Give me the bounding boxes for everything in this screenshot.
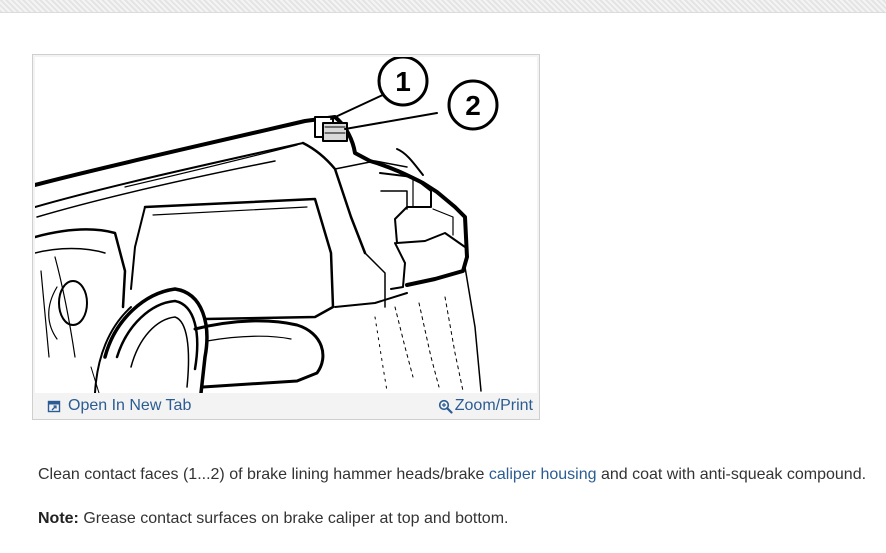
open-in-new-tab-label: Open In New Tab — [68, 397, 192, 414]
zoom-print-label: Zoom/Print — [454, 397, 533, 414]
figure-panel — [32, 54, 540, 420]
magnifier-zoom-icon — [438, 399, 453, 414]
callout-2-label: 2 — [465, 90, 481, 121]
open-in-new-tab-link[interactable] — [47, 394, 191, 418]
brake-caliper-diagram[interactable] — [35, 57, 537, 393]
note-paragraph — [38, 509, 878, 529]
note-text: Grease contact surfaces on brake caliper at top and bottom. — [78, 510, 509, 527]
brake-caliper-drawing — [35, 57, 537, 393]
instruction-text-start: Clean contact faces (1...2) of brake lining hammer heads/brake — [38, 466, 489, 483]
top-border-band — [0, 0, 886, 13]
caliper-housing-link[interactable]: caliper housing — [488, 466, 597, 483]
callout-1-label: 1 — [395, 66, 411, 97]
zoom-print-link[interactable] — [438, 394, 533, 418]
note-label: Note: — [38, 510, 79, 527]
open-new-tab-icon — [47, 399, 62, 414]
instruction-paragraph — [38, 465, 878, 485]
instruction-text-end: and coat with anti-squeak compound. — [596, 466, 867, 483]
